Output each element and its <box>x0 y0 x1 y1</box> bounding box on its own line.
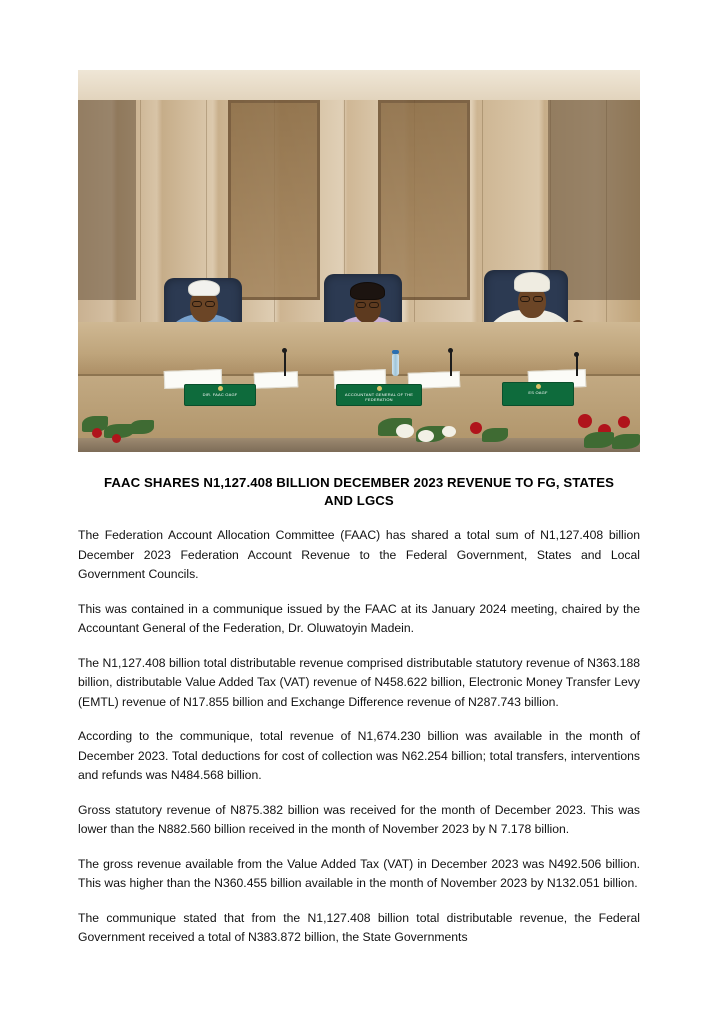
article-paragraph: The communique stated that from the N1,127.408 billion total distributable revenue, the Federal Government received a total of N383.872 billion, the State Governments <box>78 910 640 944</box>
photo-door-left <box>228 100 320 300</box>
nameplate-label: DIR. FAAC OAGF <box>202 392 238 397</box>
article-paragraph: This was contained in a communique issued by the FAAC at its January 2024 meeting, chaired by the Accountant General of the Federation, Dr. Oluwatoyin Madein. <box>78 601 640 635</box>
news-photo <box>78 70 640 452</box>
nameplate-label: ACCOUNTANT GENERAL OF THE FEDERATION <box>344 392 414 402</box>
page-content <box>78 70 640 948</box>
article-paragraph: The gross revenue available from the Value Added Tax (VAT) in December 2023 was N492.506 billion. This was higher than the N360.455 billion available in the month of November 2023 by N132.051 billion. <box>78 856 640 890</box>
photo-table-top <box>78 322 640 374</box>
crest-icon <box>377 386 382 391</box>
crest-icon <box>218 386 223 391</box>
crest-icon <box>536 384 541 389</box>
article-paragraph: The N1,127.408 billion total distributable revenue comprised distributable statutory revenue of N363.188 billion, distributable Value Added Tax (VAT) revenue of N458.622 billion, Electronic Money Transfer Levy (EMTL) revenue of N17.855 billion and Exchange Difference revenue of N287.743 billion. <box>78 655 640 709</box>
article-body <box>78 526 640 948</box>
article-paragraph: Gross statutory revenue of N875.382 billion was received for the month of December 2023. This was lower than the N882.560 billion received in the month of November 2023 by N 7.178 billion. <box>78 802 640 836</box>
nameplate-label: ES OAGF <box>528 390 548 395</box>
photo-wall-top-trim <box>78 70 640 100</box>
page-title: FAAC SHARES N1,127.408 BILLION DECEMBER 2023 REVENUE TO FG, STATES AND LGCS <box>103 475 615 508</box>
photo-flower-arrangement <box>78 402 640 452</box>
article-paragraph: According to the communique, total revenue of N1,674.230 billion was available in the month of December 2023. Total deductions for cost of collection was N62.254 billion; total transfers, interventions and refunds was N484.568 billion. <box>78 729 640 782</box>
article-paragraph: The Federation Account Allocation Committee (FAAC) has shared a total sum of N1,127.408 billion December 2023 Federation Account Revenue to the Federal Government, States and Local Government Councils. <box>78 528 640 581</box>
photo-door-right <box>378 100 470 300</box>
